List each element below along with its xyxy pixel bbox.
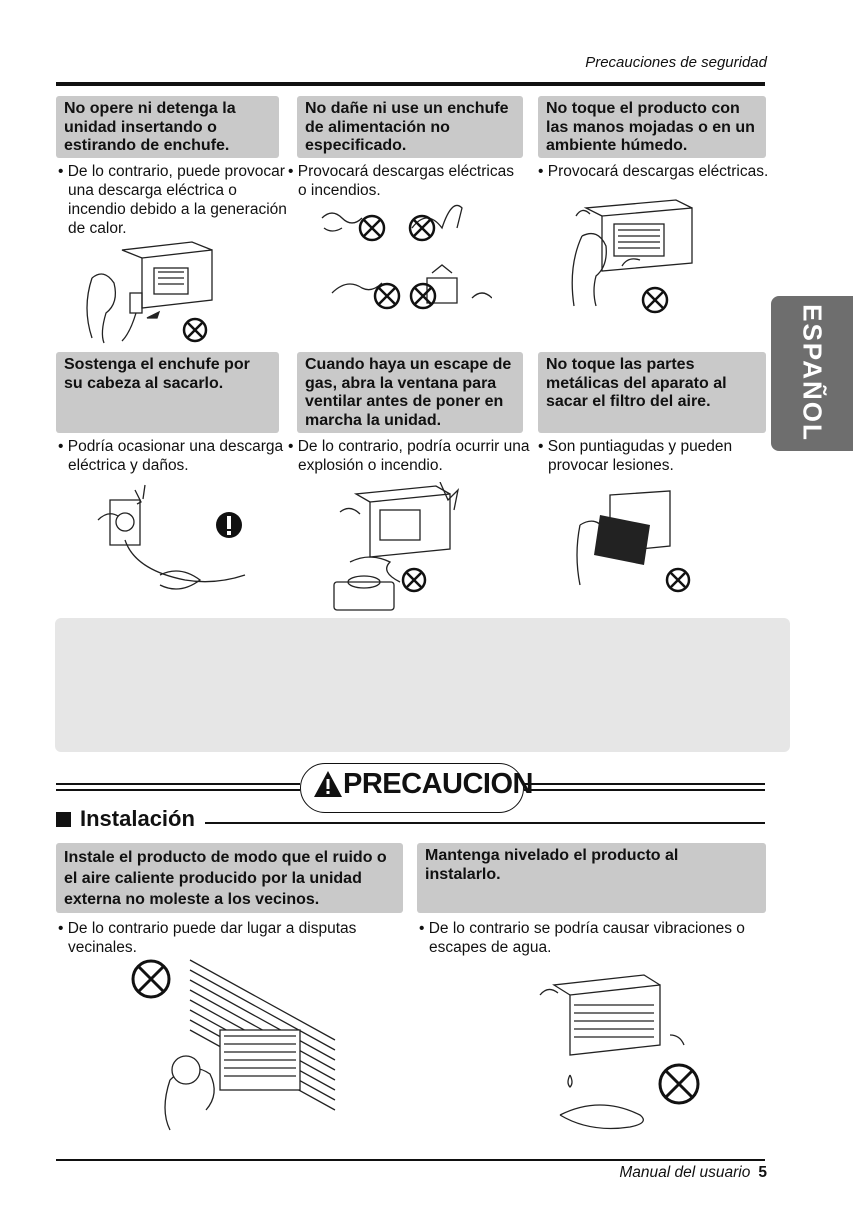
warning-text-3: • Provocará descargas eléctricas. bbox=[538, 163, 769, 180]
caution-rule-left bbox=[56, 783, 300, 785]
warning-title-3: No toque el producto con las manos mojadas o en un ambiente húmedo. bbox=[538, 96, 766, 158]
warning-triangle-icon bbox=[313, 770, 343, 798]
damaged-plug-illustration bbox=[312, 198, 492, 323]
caution-rule-right bbox=[524, 783, 765, 785]
section-bullet-icon bbox=[56, 812, 71, 827]
footer bbox=[619, 1164, 767, 1182]
prohibited-icon bbox=[657, 1062, 701, 1106]
warning-text-4: • Podría ocasionar una descarga eléctrica y daños. bbox=[58, 438, 284, 474]
mandatory-icon bbox=[214, 510, 244, 540]
caution-label: PRECAUCION bbox=[343, 768, 533, 800]
warning-title-2: No dañe ni use un enchufe de alimentación no especificado. bbox=[297, 96, 523, 158]
install-text-2: • De lo contrario se podría causar vibraciones o escapes de agua. bbox=[419, 920, 745, 956]
caution-rule-right bbox=[524, 789, 765, 791]
footer-label: Manual del usuario bbox=[619, 1164, 751, 1181]
install-title-1: Instale el producto de modo que el ruido o el aire caliente producido por la unidad externa no moleste a los vecinos. bbox=[56, 843, 403, 913]
prohibited-icon bbox=[640, 285, 670, 315]
prohibited-icon bbox=[664, 566, 692, 594]
warning-title-5: Cuando haya un escape de gas, abra la ventana para ventilar antes de poner en marcha la unidad. bbox=[297, 352, 523, 433]
header-title: Precauciones de seguridad bbox=[585, 54, 767, 71]
grey-panel bbox=[55, 618, 790, 752]
wet-hands-illustration bbox=[552, 196, 712, 326]
warning-text-2: • Provocará descargas eléctricas o incendios. bbox=[288, 163, 514, 199]
warning-title-4: Sostenga el enchufe por su cabeza al sacarlo. bbox=[56, 352, 279, 433]
warning-text-1: • De lo contrario, puede provocar una descarga eléctrica o incendio debido a la generación de calor. bbox=[58, 163, 287, 237]
install-title-2: Mantenga nivelado el producto al instalarlo. bbox=[417, 843, 766, 913]
section-title: Instalación bbox=[80, 806, 195, 831]
warning-text-6: • Son puntiagudas y pueden provocar lesiones. bbox=[538, 438, 733, 474]
noisy-unit-illustration bbox=[150, 950, 340, 1140]
warning-title-1: No opere ni detenga la unidad insertando o estirando de enchufe. bbox=[56, 96, 279, 158]
prohibited-icon bbox=[400, 566, 428, 594]
language-tab bbox=[771, 296, 853, 451]
warning-title-6: No toque las partes metálicas del aparato al sacar el filtro del aire. bbox=[538, 352, 766, 433]
language-tab-label: ESPAÑOL bbox=[797, 304, 828, 442]
gas-leak-illustration bbox=[330, 482, 470, 622]
warning-text-5: • De lo contrario, podría ocurrir una explosión o incendio. bbox=[288, 438, 530, 474]
section-rule bbox=[205, 822, 765, 824]
top-rule bbox=[56, 82, 765, 86]
page-number: 5 bbox=[758, 1164, 767, 1181]
caution-rule-left bbox=[56, 789, 300, 791]
install-text-1: • De lo contrario puede dar lugar a disputas vecinales. bbox=[58, 920, 357, 956]
bottom-rule bbox=[56, 1159, 765, 1161]
prohibited-icon bbox=[182, 317, 208, 343]
